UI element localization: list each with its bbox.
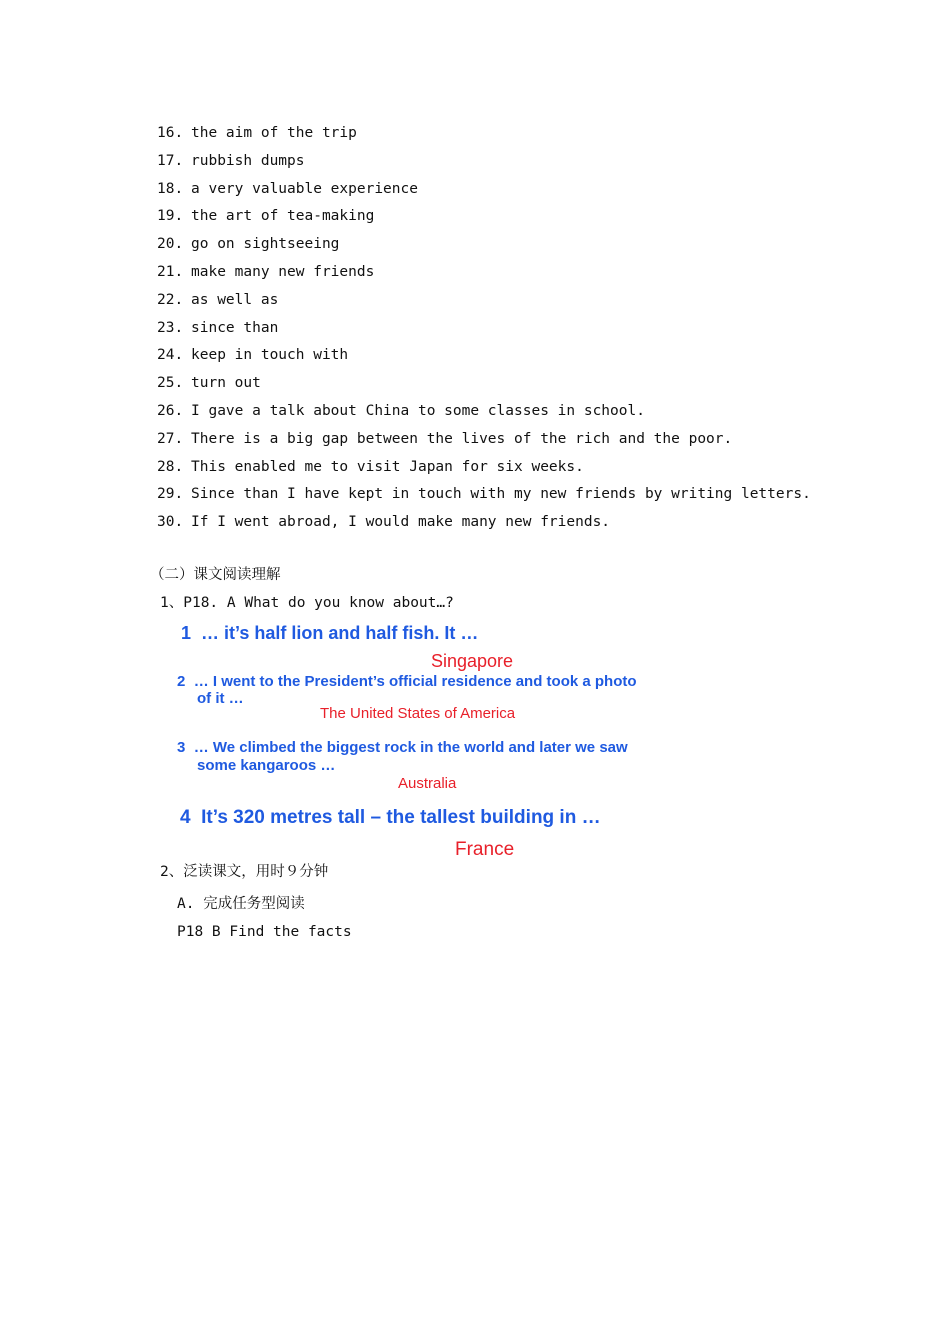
quiz-q3-number: 3 [177,739,186,756]
list-item-number: 26. [157,402,184,419]
list-item [157,233,811,261]
list-item [157,483,811,511]
list-item-text: Since than I have kept in touch with my new friends by writing letters. [191,486,811,503]
list-item-number: 25. [157,375,184,392]
list-item [157,344,811,372]
list-item-number: 28. [157,458,184,475]
list-item-number: 27. [157,430,184,447]
list-item-text: the aim of the trip [191,125,357,141]
list-item-text: go on sightseeing [191,236,340,253]
vocabulary-list [157,122,811,539]
list-item [157,511,811,539]
list-item-number: 21. [157,263,184,280]
list-item [157,428,811,456]
quiz-q4-number: 4 [180,807,191,828]
list-item [157,150,811,178]
list-item-text: the art of tea-making [191,208,375,225]
quiz-q2-number: 2 [177,673,186,690]
list-item [157,289,811,317]
list-item-text: If I went abroad, I would make many new friends. [191,514,611,531]
quiz-q3 [177,740,628,757]
list-item [157,400,811,428]
list-item-text: make many new friends [191,263,375,280]
list-item [157,372,811,400]
list-item-number: 29. [157,486,184,503]
list-item [157,261,811,289]
list-item-number: 22. [157,291,184,308]
quiz-q2-line1: … I went to the President’s official residence and took a photo [193,673,637,690]
list-item [157,178,811,206]
list-item-text: turn out [191,375,261,392]
quiz-q2-line2: of it … [197,690,244,707]
list-item-text: keep in touch with [191,347,349,364]
task1-label: 1、P18. A What do you know about…? [160,595,454,611]
quiz-q4-text: It’s 320 metres tall – the tallest building in … [201,807,601,828]
sub-task-b: P18 B Find the facts [177,924,352,940]
quiz-q3-line2: some kangaroos … [197,757,336,774]
quiz-q1-text: … it’s half lion and half fish. It … [201,623,479,643]
list-item [157,122,811,150]
task2-label: 2、泛读课文，用时９分钟 [160,864,329,880]
sub-task-a: A. 完成任务型阅读 [177,896,305,912]
quiz-a2: The United States of America [320,705,516,722]
list-item-number: 24. [157,347,184,364]
list-item-number: 17. [157,152,184,169]
quiz-q4 [180,808,601,829]
quiz-q2 [177,674,637,691]
quiz-a4: France [455,839,515,860]
list-item-number: 19. [157,208,184,225]
list-item-text: as well as [191,291,279,308]
list-item-text: I gave a talk about China to some classes in school. [191,402,645,419]
list-item-number: 20. [157,236,184,253]
list-item [157,205,811,233]
list-item-number: 16. [157,125,184,141]
list-item-number: 23. [157,319,184,336]
list-item-number: 18. [157,180,184,197]
list-item-text: rubbish dumps [191,152,305,169]
list-item [157,317,811,345]
quiz-q3-line1: … We climbed the biggest rock in the world and later we saw [193,739,628,756]
list-item-text: a very valuable experience [191,180,418,197]
section-heading: （二）课文阅读理解 [150,567,281,583]
quiz-a3: Australia [398,775,457,792]
list-item [157,456,811,484]
list-item-text: This enabled me to visit Japan for six weeks. [191,458,584,475]
quiz-q1-number: 1 [181,623,192,643]
quiz-a1: Singapore [431,651,514,671]
quiz-q1 [181,624,478,644]
list-item-text: There is a big gap between the lives of the rich and the poor. [191,430,733,447]
list-item-text: since than [191,319,279,336]
list-item-number: 30. [157,514,184,531]
